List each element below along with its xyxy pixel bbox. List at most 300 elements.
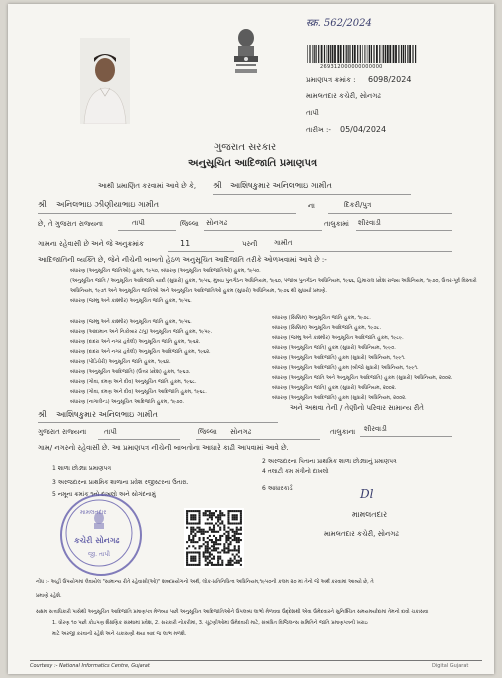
qr-cell <box>207 541 209 543</box>
qr-cell <box>190 516 192 518</box>
qr-cell <box>232 564 234 566</box>
qr-cell <box>203 537 205 539</box>
barcode-bar <box>366 45 367 63</box>
barcode-bar <box>330 45 331 63</box>
qr-cell <box>221 512 223 514</box>
stamp-line: કચેરી સોનગઢ <box>74 536 120 545</box>
qr-cell <box>213 543 215 545</box>
qr-cell <box>227 527 229 529</box>
qr-cell <box>190 551 192 553</box>
qr-cell <box>198 558 200 560</box>
qr-cell <box>213 525 215 527</box>
underline <box>196 439 320 440</box>
schedule-label: ગામના રહેવાસી છે અને જે અનુક્રમાંક <box>38 240 144 248</box>
qr-cell <box>240 564 242 566</box>
qr-cell <box>217 520 219 522</box>
qr-cell <box>186 554 188 556</box>
qr-cell <box>215 549 217 551</box>
qr-cell <box>192 545 194 547</box>
person-icon <box>80 38 130 124</box>
taluka-label: તાલુકામાં <box>324 220 349 228</box>
qr-cell <box>190 518 192 520</box>
qr-cell <box>234 562 236 564</box>
qr-cell <box>188 539 190 541</box>
qr-cell <box>198 518 200 520</box>
qr-cell <box>236 529 238 531</box>
qr-cell <box>227 564 229 566</box>
qr-cell <box>207 510 209 512</box>
qr-cell <box>190 558 192 560</box>
qr-cell <box>198 527 200 529</box>
order-line: અધિનિયમ, ૧૯૭૧ અને અનુસૂચિત જાતિઓ અને અનુસૂચિત આદિજાતિઓ હુકમ (સુધારો) અધિનિયમ, ૧૯૭૬ થી સુધાર્યા પ્રમાણે. <box>70 288 327 294</box>
order-item: બંધારણ (ગોવા, દમણ અને દીવ) અનુસૂચિત આદિજાતિ હુકમ, ૧૯૬૮. <box>70 389 207 395</box>
qr-cell <box>230 562 232 564</box>
residence-name: આશિષકુમાર અનિલભાઇ ગામીત <box>56 410 158 419</box>
qr-cell <box>203 539 205 541</box>
qr-cell <box>215 564 217 566</box>
order-item: બંધારણ (ગોવા, દમણ અને દીવ) અનુસૂચિત જાતિ હુકમ, ૧૯૬૮. <box>70 379 197 385</box>
qr-cell <box>192 531 194 533</box>
barcode-bar <box>393 45 395 63</box>
qr-cell <box>219 535 221 537</box>
order-line: બંધારણ (જમ્મુ અને કાશ્મીર) અનુસૂચિત જાતિ હુકમ, ૧૯૫૬. <box>70 298 192 304</box>
qr-cell <box>238 529 240 531</box>
stamp-line: જી. તાપી <box>88 551 110 558</box>
basis-item: 2 અરજદારના પિતાના પ્રાથમિક શાળા છોડ્યાનું પ્રમાણપત્ર <box>262 458 397 465</box>
qr-cell <box>217 556 219 558</box>
barcode-bar <box>412 45 413 63</box>
qr-cell <box>205 556 207 558</box>
order-line: (અનુસૂચિત જાતિ / અનુસૂચિત આદિજાતિ યાદી (સુધારો) હુકમ, ૧૯૫૬, મુંબઇ પુનર્ગઠન અધિનિયમ, ૧૯૬૦, પંજાબ પુનર્ગઠન અધિનિયમ, ૧૯૬૬, હિમાચલ પ્રદેશ રાજ્ય અધિનિયમ, ૧૯૭૦, ઉત્તર-પૂર્વ વિસ્તારો <box>70 278 477 284</box>
qr-cell <box>196 531 198 533</box>
note-line: નોંધ :- અહીં ઉપયોગમાં લેવાયેલ "સામાન્ય રીતે રહેવાસી(ઓ)" શબ્દપ્રયોગનો અર્થ, લોક-પ્રતિનિધિત્વ અધિનિયમ,૧૯૫૦ની કલમ ૨૦ માં તેનો જે અર્થ કરવામાં આવ્યો છે, તે <box>36 579 374 585</box>
qr-cell <box>217 518 219 520</box>
barcode-bar <box>328 45 329 63</box>
qr-cell <box>225 535 227 537</box>
qr-cell <box>240 558 242 560</box>
qr-cell <box>215 516 217 518</box>
qr-cell <box>211 558 213 560</box>
qr-cell <box>198 520 200 522</box>
issue-date: 05/04/2024 <box>340 125 387 134</box>
qr-cell <box>221 562 223 564</box>
qr-cell <box>240 514 242 516</box>
qr-cell <box>219 510 221 512</box>
qr-cell <box>234 556 236 558</box>
qr-cell <box>211 518 213 520</box>
qr-cell <box>186 564 188 566</box>
qr-cell <box>240 520 242 522</box>
qr-cell <box>236 527 238 529</box>
qr-cell <box>240 560 242 562</box>
qr-cell <box>203 543 205 545</box>
qr-cell <box>192 537 194 539</box>
qr-cell <box>211 545 213 547</box>
qr-cell <box>207 531 209 533</box>
qr-cell <box>238 541 240 543</box>
qr-cell <box>232 549 234 551</box>
qr-cell <box>240 527 242 529</box>
order-item: બંધારણ (દાદરા અને નગર હવેલી) અનુસૂચિત આદિજાતિ હુકમ, ૧૯૬૨. <box>70 349 211 355</box>
barcode-bar <box>409 45 411 63</box>
qr-cell <box>205 522 207 524</box>
qr-cell <box>207 558 209 560</box>
barcode-bar <box>395 45 397 63</box>
qr-cell <box>230 541 232 543</box>
qr-cell <box>190 510 192 512</box>
note-line: સક્ષમ સત્તાધિકારી પાસેથી અનુસૂચિત આદિજાતિ પ્રમાણપત્ર મેળવ્યા પછી અનુસૂચિત આદિજાતિઓને ઉપલબ્ધ લાભો મેળવવા ઉદ્દેશથી એવા ઉમેદવારને સુનિશ્ચિત સમયમર્યાદામાં તેમનો દાવો ચકાસવા <box>36 609 429 615</box>
barcode-bar <box>348 45 349 63</box>
qr-cell <box>194 564 196 566</box>
barcode-bar <box>383 45 384 63</box>
basis-item: 6 આધારકાર્ડ <box>262 485 293 492</box>
qr-cell <box>207 562 209 564</box>
qr-cell <box>192 510 194 512</box>
qr-cell <box>198 539 200 541</box>
qr-cell <box>194 541 196 543</box>
barcode-bar <box>312 45 313 63</box>
qr-cell <box>194 533 196 535</box>
qr-cell <box>194 522 196 524</box>
qr-cell <box>209 535 211 537</box>
qr-cell <box>186 558 188 560</box>
qr-cell <box>227 512 229 514</box>
qr-cell <box>190 529 192 531</box>
applicant-photo <box>80 38 130 124</box>
residence-village: શીરવાડી <box>364 425 387 433</box>
qr-cell <box>238 510 240 512</box>
qr-cell <box>203 554 205 556</box>
barcode-bar <box>346 45 347 63</box>
order-item: બંધારણ (અનુસૂચિત જાતિ) હુકમ (સુધારો) અધિનિયમ, ૨૦૦૨. <box>272 385 397 391</box>
qr-cell <box>186 562 188 564</box>
qr-cell <box>186 551 188 553</box>
barcode-bar <box>343 45 344 63</box>
barcode-bar <box>316 45 317 63</box>
qr-cell <box>223 525 225 527</box>
qr-cell <box>225 564 227 566</box>
qr-cell <box>196 510 198 512</box>
qr-cell <box>232 560 234 562</box>
tribe-label: પરની <box>242 240 258 248</box>
underline <box>118 230 176 231</box>
note-line: 1. ધોરણ ૧૦ પછી કોઇપણ શૈક્ષણિક સંસ્થામાં પ્રવેશ, 2. સરકારી નોકરીમાં, 3. ચૂંટણીઓમાં ઉમેદવારી માટે, સંબંધિત વિજિલન્સ સમિતિને જાતિ પ્રમાણપત્રની ખરાઇ <box>52 620 368 626</box>
qr-cell <box>236 562 238 564</box>
qr-cell <box>196 541 198 543</box>
qr-cell <box>227 551 229 553</box>
qr-cell <box>227 539 229 541</box>
barcode-bar <box>415 45 416 63</box>
qr-cell <box>215 541 217 543</box>
qr-cell <box>219 558 221 560</box>
basis-item: 3 અરજદારના પ્રાથમિક શાળાના પ્રવેશ રજીસ્ટરના ઉતારા. <box>52 479 189 486</box>
emblem-icon <box>60 494 138 572</box>
qr-cell <box>232 535 234 537</box>
qr-cell <box>217 564 219 566</box>
barcode-bar <box>327 45 328 63</box>
qr-cell <box>192 522 194 524</box>
qr-code-icon <box>184 506 244 570</box>
qr-cell <box>219 518 221 520</box>
underline <box>168 251 234 252</box>
qr-cell <box>227 562 229 564</box>
qr-cell <box>205 510 207 512</box>
qr-cell <box>203 531 205 533</box>
qr-cell <box>209 522 211 524</box>
qr-cell <box>213 514 215 516</box>
qr-cell <box>186 516 188 518</box>
qr-cell <box>190 564 192 566</box>
qr-cell <box>230 558 232 560</box>
father-prefix: શ્રી <box>38 200 47 209</box>
qr-cell <box>213 556 215 558</box>
barcode-bar <box>368 45 369 63</box>
order-item: બંધારણ (સિક્કિમ) અનુસૂચિત આદિજાતિ હુકમ, ૧૯૭૮. <box>272 325 382 331</box>
barcode-bar <box>310 45 311 63</box>
qr-cell <box>236 549 238 551</box>
qr-cell <box>207 518 209 520</box>
qr-cell <box>192 564 194 566</box>
qr-cell <box>190 560 192 562</box>
qr-cell <box>207 537 209 539</box>
qr-cell <box>205 512 207 514</box>
qr-cell <box>240 533 242 535</box>
qr-cell <box>209 556 211 558</box>
underline <box>328 213 452 214</box>
barcode-bar <box>364 45 365 63</box>
qr-cell <box>217 562 219 564</box>
qr-cell <box>230 537 232 539</box>
qr-cell <box>215 510 217 512</box>
qr-cell <box>207 543 209 545</box>
qr-cell <box>209 527 211 529</box>
qr-cell <box>236 516 238 518</box>
qr-cell <box>240 518 242 520</box>
qr-cell <box>223 543 225 545</box>
qr-cell <box>190 533 192 535</box>
qr-cell <box>225 547 227 549</box>
qr-cell <box>238 539 240 541</box>
qr-cell <box>194 547 196 549</box>
barcode-bar <box>352 45 353 63</box>
note-line: પ્રમાણે રહેશે. <box>36 593 62 599</box>
qr-cell <box>201 533 203 535</box>
qr-cell <box>227 522 229 524</box>
qr-cell <box>217 514 219 516</box>
qr-cell <box>234 549 236 551</box>
qr-cell <box>240 529 242 531</box>
qr-cell <box>205 549 207 551</box>
qr-cell <box>205 541 207 543</box>
qr-cell <box>186 514 188 516</box>
qr-cell <box>211 554 213 556</box>
barcode-bar <box>362 45 363 63</box>
qr-cell <box>230 560 232 562</box>
qr-cell <box>198 564 200 566</box>
barcode-bar <box>369 45 370 63</box>
qr-cell <box>236 554 238 556</box>
seal-icon <box>60 494 142 576</box>
qr-cell <box>219 527 221 529</box>
qr-cell <box>213 549 215 551</box>
qr-cell <box>205 551 207 553</box>
qr-cell <box>198 537 200 539</box>
qr-cell <box>192 535 194 537</box>
qr-cell <box>211 531 213 533</box>
qr-cell <box>209 539 211 541</box>
qr-cell <box>186 527 188 529</box>
government-title: ગુજરાત સરકાર <box>214 142 277 153</box>
qr-cell <box>209 516 211 518</box>
qr-cell <box>223 529 225 531</box>
qr-cell <box>236 537 238 539</box>
qr-cell <box>223 514 225 516</box>
qr-cell <box>203 551 205 553</box>
qr-cell <box>234 558 236 560</box>
act-text: આદિજાતિની વ્યક્તિ છે, જેને નીચેની બાબતો હેઠળ અનુસૂચિત આદિજાતિ તરીકે ઓળખવામાં આવે છે :- <box>38 256 327 264</box>
barcode-bar <box>398 45 399 63</box>
qr-cell <box>186 512 188 514</box>
qr-cell <box>223 551 225 553</box>
order-item: બંધારણ (અનુસૂચિત જાતિ અને અનુસૂચિત આદિજાતિ) હુકમ (સુધારો) અધિનિયમ, ૨૦૦૨. <box>272 375 453 381</box>
qr-cell <box>209 562 211 564</box>
qr-cell <box>205 545 207 547</box>
qr-cell <box>223 549 225 551</box>
taluka-value: સોનગઢ <box>206 219 228 227</box>
qr-cell <box>238 522 240 524</box>
qr-cell <box>217 558 219 560</box>
qr-cell <box>203 512 205 514</box>
qr-cell <box>240 512 242 514</box>
qr-cell <box>211 541 213 543</box>
qr-cell <box>211 522 213 524</box>
qr-cell <box>236 514 238 516</box>
qr-cell <box>190 541 192 543</box>
qr-cell <box>203 533 205 535</box>
qr-cell <box>190 539 192 541</box>
barcode-bar <box>379 45 380 63</box>
qr-cell <box>213 527 215 529</box>
qr-cell <box>215 547 217 549</box>
qr-cell <box>238 562 240 564</box>
qr-cell <box>188 522 190 524</box>
family-text: અને અથવા તેની / તેણીનો પરિવાર સામાન્ય રીતે <box>290 404 424 412</box>
barcode-bar <box>324 45 325 63</box>
qr-cell <box>234 522 236 524</box>
qr-cell <box>186 560 188 562</box>
barcode-bar <box>321 45 323 63</box>
qr-cell <box>198 531 200 533</box>
qr-cell <box>213 541 215 543</box>
qr-cell <box>207 514 209 516</box>
qr-cell <box>196 527 198 529</box>
barcode-bar <box>314 45 315 63</box>
qr-cell <box>219 537 221 539</box>
qr-cell <box>227 516 229 518</box>
qr-cell <box>227 543 229 545</box>
qr-cell <box>209 512 211 514</box>
district-label: તાપી <box>306 109 319 117</box>
qr-cell <box>232 514 234 516</box>
qr-cell <box>227 533 229 535</box>
barcode-bar <box>360 45 361 63</box>
qr-cell <box>236 531 238 533</box>
qr-cell <box>207 549 209 551</box>
barcode-number: 269312000000000000 <box>320 64 383 70</box>
qr-cell <box>198 556 200 558</box>
applicant-name: આશિષકુમાર અનિલભાઇ ગામીત <box>230 181 332 190</box>
qr-cell <box>221 560 223 562</box>
qr-cell <box>194 510 196 512</box>
qr-cell <box>209 551 211 553</box>
qr-cell <box>238 549 240 551</box>
order-item: બંધારણ (સિક્કિમ) અનુસૂચિત જાતિ હુકમ, ૧૯૭૮. <box>272 315 371 321</box>
order-line: બંધારણ (અનુસૂચિત જાતિઓ) હુકમ, ૧૯૫૦, બંધારણ (અનુસૂચિત આદિજાતિઓ) હુકમ, ૧૯૫૦. <box>70 268 261 274</box>
order-item: બંધારણ (જમ્મુ અને કાશ્મીર) અનુસૂચિત જાતિ હુકમ, ૧૯૫૬. <box>70 319 192 325</box>
qr-cell <box>236 522 238 524</box>
qr-cell <box>198 510 200 512</box>
qr-cell <box>234 533 236 535</box>
qr-cell <box>236 518 238 520</box>
qr-cell <box>188 510 190 512</box>
barcode-bar <box>354 45 356 63</box>
qr-cell <box>192 558 194 560</box>
barcode-bar <box>387 45 389 63</box>
basis-item: 1 શાળા છોડ્યા પ્રમાણપત્ર <box>52 465 112 472</box>
qr-cell <box>240 516 242 518</box>
qr-cell <box>186 556 188 558</box>
qr-cell <box>240 510 242 512</box>
handwritten-reference: स्क्र. 562/2024 <box>306 18 372 29</box>
qr-cell <box>215 543 217 545</box>
qr-cell <box>207 522 209 524</box>
qr-cell <box>186 510 188 512</box>
qr-cell <box>227 520 229 522</box>
qr-cell <box>190 531 192 533</box>
qr-cell <box>198 547 200 549</box>
qr-cell <box>194 560 196 562</box>
residence-taluka: સોનગઢ <box>230 428 252 436</box>
qr-cell <box>205 514 207 516</box>
qr-cell <box>207 547 209 549</box>
qr-cell <box>190 556 192 558</box>
qr-cell <box>198 522 200 524</box>
qr-cell <box>219 539 221 541</box>
barcode-bar <box>371 45 372 63</box>
district-field-label: જિલ્લા <box>180 220 199 228</box>
qr-cell <box>192 539 194 541</box>
qr-cell <box>186 547 188 549</box>
qr-cell <box>190 522 192 524</box>
barcode-bar <box>357 45 358 63</box>
qr-cell <box>217 531 219 533</box>
qr-cell <box>230 549 232 551</box>
qr-cell <box>236 539 238 541</box>
qr-cell <box>225 537 227 539</box>
qr-cell <box>211 514 213 516</box>
qr-cell <box>234 545 236 547</box>
qr-cell <box>213 545 215 547</box>
qr-cell <box>194 529 196 531</box>
qr-cell <box>203 514 205 516</box>
qr-cell <box>203 556 205 558</box>
qr-cell <box>215 522 217 524</box>
qr-cell <box>215 537 217 539</box>
qr-cell <box>194 558 196 560</box>
qr-cell <box>227 518 229 520</box>
barcode-bar <box>307 45 308 63</box>
qr-cell <box>192 527 194 529</box>
